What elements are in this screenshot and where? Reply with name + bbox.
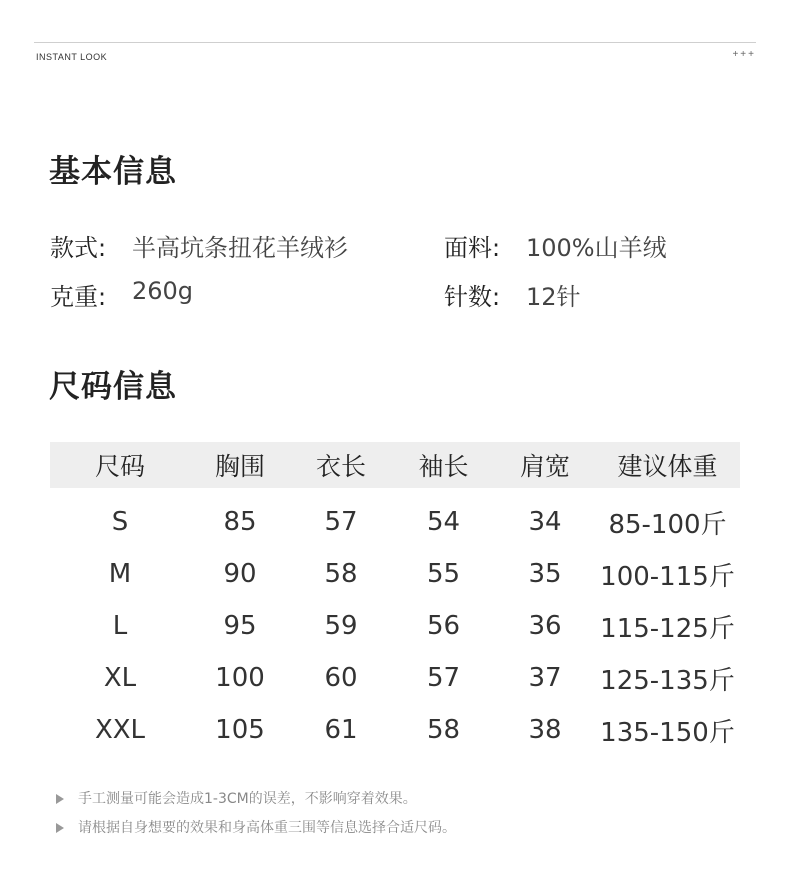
table-cell: 54 (426, 507, 461, 537)
note-text: 请根据自身想要的效果和身高体重三围等信息选择合适尺码。 (78, 819, 456, 836)
table-row (50, 548, 740, 600)
table-cell: 125-135斤 (600, 665, 735, 696)
table-cell: 85 (223, 507, 257, 537)
col-header-length: 衣长 (290, 442, 392, 488)
weight-label: 克重: (50, 283, 107, 311)
table-cell: 36 (528, 611, 562, 641)
note-item (56, 813, 456, 842)
header-label: INSTANT LOOK (36, 52, 108, 62)
table-cell: 34 (528, 507, 562, 537)
note-item (56, 784, 456, 813)
triangle-bullet-icon (56, 823, 64, 833)
triangle-bullet-icon (56, 794, 64, 804)
table-cell: 135-150斤 (600, 717, 735, 748)
table-cell: 59 (324, 611, 358, 641)
gauge-label: 针数: (444, 283, 501, 311)
col-header-shoulder: 肩宽 (495, 442, 595, 488)
size-info-title: 尺码信息 (49, 369, 177, 405)
table-cell: 38 (528, 715, 562, 745)
basic-info-title: 基本信息 (49, 154, 177, 190)
table-cell: 85-100斤 (608, 509, 727, 540)
style-value: 半高坑条扭花羊绒衫 (132, 234, 348, 262)
notes-list (56, 784, 456, 842)
table-cell: L (112, 611, 128, 641)
table-cell: S (111, 507, 129, 537)
table-cell: M (108, 559, 132, 589)
table-cell: 37 (528, 663, 562, 693)
style-label: 款式: (50, 234, 107, 262)
table-cell: 56 (426, 611, 461, 641)
table-row (50, 704, 740, 756)
table-row (50, 488, 740, 548)
table-cell: XL (103, 663, 137, 693)
weight-value: 260g (132, 277, 194, 305)
table-cell: XXL (94, 715, 146, 745)
size-table-header (50, 442, 740, 488)
fabric-label: 面料: (444, 234, 501, 262)
table-cell: 60 (324, 663, 358, 693)
table-cell: 100 (215, 663, 265, 693)
gauge-value: 12针 (526, 283, 581, 311)
table-cell: 55 (426, 559, 461, 589)
table-cell: 61 (324, 715, 358, 745)
table-cell: 115-125斤 (600, 613, 735, 644)
table-cell: 90 (223, 559, 257, 589)
col-header-chest: 胸围 (190, 442, 290, 488)
table-cell: 58 (426, 715, 461, 745)
info-row-weight-gauge (50, 277, 750, 311)
table-cell: 57 (426, 663, 461, 693)
table-cell: 58 (324, 559, 358, 589)
size-table (50, 442, 740, 756)
col-header-sleeve: 袖长 (392, 442, 495, 488)
header-mark: +++ (732, 49, 756, 60)
col-header-size: 尺码 (50, 442, 190, 488)
table-cell: 35 (528, 559, 562, 589)
top-divider (34, 42, 756, 43)
table-cell: 100-115斤 (600, 561, 735, 592)
fabric-value: 100%山羊绒 (526, 234, 667, 262)
table-cell: 95 (223, 611, 257, 641)
table-cell: 57 (324, 507, 358, 537)
table-cell: 105 (215, 715, 265, 745)
table-row (50, 600, 740, 652)
col-header-weight: 建议体重 (595, 442, 740, 488)
info-row-style-fabric (50, 228, 750, 262)
note-text: 手工测量可能会造成1-3CM的误差，不影响穿着效果。 (78, 790, 417, 807)
table-row (50, 652, 740, 704)
